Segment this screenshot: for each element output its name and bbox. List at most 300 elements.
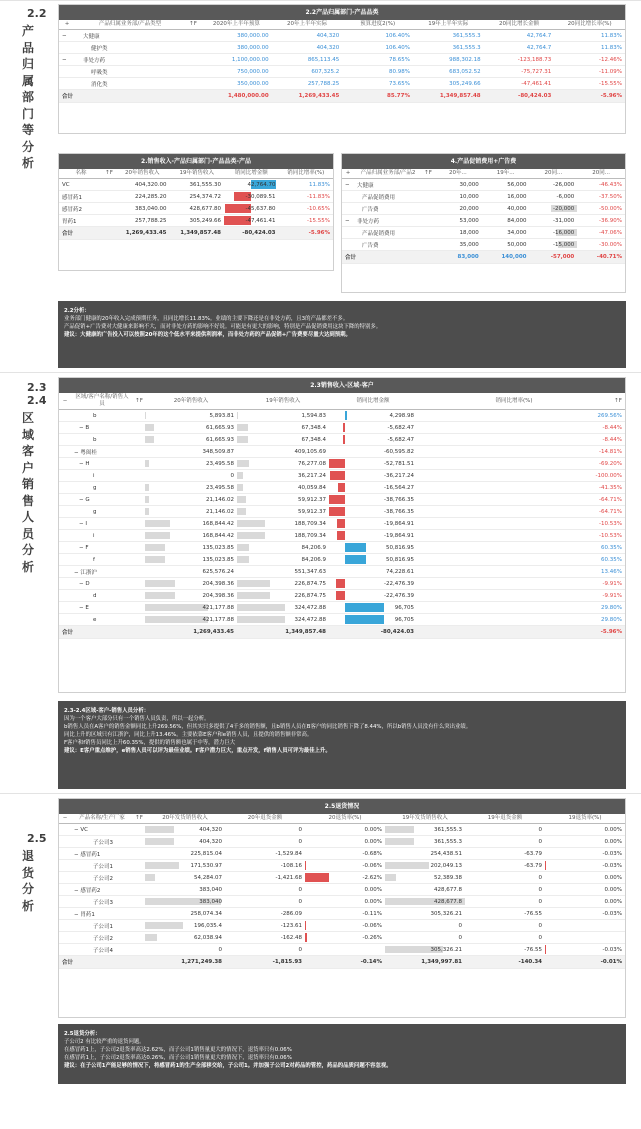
cell-value: 40,059.84 xyxy=(298,484,326,491)
positive-bar xyxy=(345,543,366,552)
value-bar xyxy=(145,616,208,623)
rate-cell: -9.91% xyxy=(417,578,625,590)
column-header: 19年退货金额 xyxy=(465,814,545,824)
total-label: 合计 xyxy=(59,227,115,240)
analysis-heading: 2.3-2.4区域-客户-销售人员分析： xyxy=(64,708,150,714)
cell-value: 428,677.8 xyxy=(434,898,462,905)
cell-value: 0.00% xyxy=(364,826,382,833)
cell-value: 188,709.34 xyxy=(294,532,326,539)
promo-ad-table xyxy=(342,169,625,264)
diff-value: -36,217.24 xyxy=(384,472,414,479)
sales-2019-cell xyxy=(237,614,329,626)
region-name[interactable]: − F xyxy=(71,542,145,554)
diff-value: 4,298.98 xyxy=(389,412,414,419)
cell-value: 168,844.42 xyxy=(202,532,234,539)
sort-toggle-icon[interactable]: + xyxy=(59,20,75,30)
sales-2020-cell xyxy=(145,518,237,530)
cell-value: 54,284.07 xyxy=(194,874,222,881)
value-bar xyxy=(145,934,157,941)
positive-bar xyxy=(345,603,385,612)
value-bar xyxy=(385,838,414,845)
total-cell: -80,424.03 xyxy=(329,626,417,639)
collapse-icon[interactable]: − xyxy=(59,54,75,66)
returns-table xyxy=(59,814,625,969)
sales-2020-cell xyxy=(145,422,237,434)
table-row xyxy=(59,920,625,932)
rate-cell: 11.83% xyxy=(279,179,334,191)
return-rate-2020-cell xyxy=(305,896,385,908)
diff-bar-cell xyxy=(329,446,417,458)
negative-bar xyxy=(329,507,345,516)
cell-value: 409,105.69 xyxy=(294,448,326,455)
product-name: 感冒药1 xyxy=(59,191,115,203)
table-row xyxy=(59,530,625,542)
sort-toggle-icon[interactable]: ↑F xyxy=(611,393,625,410)
diff-value: -6,000 xyxy=(556,193,575,200)
rate-cell: -8.44% xyxy=(417,422,625,434)
analysis-suggestion: 建议：E客户重点维护，e销售人员可以评为最佳业绩。F客户潜力巨大，重点开发，f销售人员可评为最佳上升。 xyxy=(64,748,331,754)
section-title: 产品归属部门等分析 xyxy=(21,24,34,170)
region-name: f xyxy=(71,554,145,566)
panel-title: 2.销售收入-产品归属部门-产品品类-产品 xyxy=(59,154,333,169)
section-number: 2.4 xyxy=(27,394,47,407)
region-customer-table-panel xyxy=(58,377,626,693)
value-bar xyxy=(237,544,249,551)
return-2020-cell: 0 xyxy=(225,944,305,956)
sort-toggle-icon[interactable]: ↑F xyxy=(185,20,201,30)
rate-cell: -50.00% xyxy=(577,203,625,215)
progress-cell: 80.98% xyxy=(342,66,413,78)
sales-2020-cell xyxy=(145,590,237,602)
table-row xyxy=(59,590,625,602)
rate-cell: -64.71% xyxy=(417,494,625,506)
return-2019-cell: 0 xyxy=(465,896,545,908)
tree-spacer xyxy=(59,494,71,506)
shipped-2020-cell xyxy=(145,896,225,908)
sort-toggle-icon[interactable]: − xyxy=(59,814,71,824)
diff-bar-cell xyxy=(329,458,417,470)
product-name: 子公司4 xyxy=(71,944,145,956)
panel-title: 2.2产品归属部门-产品品类 xyxy=(59,5,625,20)
analysis-line: 因为一个客户大部分只有一个销售人员负责，所以一起分析。 xyxy=(64,716,210,722)
sort-toggle-icon[interactable]: ↑F xyxy=(422,169,434,179)
progress-cell: 106.40% xyxy=(342,30,413,42)
sort-toggle-icon[interactable]: ↑F xyxy=(133,814,145,824)
cell-value: 421,177.88 xyxy=(202,616,234,623)
diff-value: -20,000 xyxy=(553,205,575,212)
return-2019-cell: -63.79 xyxy=(465,848,545,860)
table-row xyxy=(59,42,625,54)
total-cell: -80,424.03 xyxy=(224,227,279,240)
shipped-2019-cell xyxy=(385,836,465,848)
prev-actual-cell: 988,302.18 xyxy=(413,54,484,66)
return-2019-cell: -63.79 xyxy=(465,860,545,872)
negative-bar xyxy=(305,933,307,942)
analysis-line: 同比上升的区域只有江浙沪，同比上升13.46%。主要依靠E客户和e销售人员，且提供的销售额非常高。 xyxy=(64,732,313,738)
rate-cell: -37.50% xyxy=(577,191,625,203)
diff-bar-cell xyxy=(329,422,417,434)
rate-cell: -69.20% xyxy=(417,458,625,470)
sales-2019-cell xyxy=(237,410,329,422)
column-header: 产品归属业务部/产品2 xyxy=(354,169,422,179)
value-bar xyxy=(145,556,165,563)
growth-rate-cell: 11.83% xyxy=(554,30,625,42)
return-rate-2020-cell xyxy=(305,872,385,884)
tree-spacer xyxy=(342,203,354,215)
cell-value: 383,040 xyxy=(199,886,222,893)
tree-spacer xyxy=(59,884,71,896)
diff-value: -60,595.82 xyxy=(384,448,414,455)
diff-value: 42,764.70 xyxy=(247,181,276,188)
cell-value: -2.62% xyxy=(362,874,382,881)
tree-spacer xyxy=(59,42,75,54)
column-header: 20同比增长金额 xyxy=(484,20,555,30)
cell-value: 168,844.42 xyxy=(202,520,234,527)
cell-value: 61,665.93 xyxy=(206,436,234,443)
rate-cell: -100.00% xyxy=(417,470,625,482)
product-name[interactable]: − 胃药1 xyxy=(71,908,145,920)
return-2020-cell: 0 xyxy=(225,896,305,908)
table-row xyxy=(59,908,625,920)
shipped-2020-cell xyxy=(145,860,225,872)
column-header: 19年销售收入 xyxy=(237,393,329,410)
collapse-icon[interactable]: − xyxy=(59,30,75,42)
diff-value: -52,781.51 xyxy=(384,460,414,467)
shipped-2019-cell xyxy=(385,872,465,884)
region-name: d xyxy=(71,590,145,602)
diff-bar-cell xyxy=(329,530,417,542)
column-header: 销同比增金额 xyxy=(329,393,417,410)
value-bar xyxy=(145,544,165,551)
value-bar xyxy=(237,532,265,539)
diff-value: 50,816.95 xyxy=(386,556,414,563)
column-header: 20同比增长率(%) xyxy=(554,20,625,30)
total-cell: 1,480,000.00 xyxy=(201,90,272,103)
table-row xyxy=(59,446,625,458)
region-name[interactable]: − I xyxy=(71,518,145,530)
value-bar xyxy=(237,508,246,515)
sales-2019-cell xyxy=(237,434,329,446)
shipped-2019-cell xyxy=(385,860,465,872)
cell-value: 551,347.63 xyxy=(294,568,326,575)
return-2019-cell: 0 xyxy=(465,920,545,932)
category-name: 消化类 xyxy=(75,78,201,90)
table-row xyxy=(59,884,625,896)
promo-ad-table-panel xyxy=(341,153,626,293)
total-cell: -140.34 xyxy=(465,956,545,969)
cell-value: -0.06% xyxy=(362,862,382,869)
prev-actual-cell: 361,555.3 xyxy=(413,42,484,54)
actual-cell: 404,320 xyxy=(272,30,343,42)
column-header: 20年... xyxy=(434,169,482,179)
section-side-label xyxy=(0,826,56,914)
table-row xyxy=(59,203,333,215)
cell-value: 52,389.38 xyxy=(434,874,462,881)
total-row xyxy=(59,90,625,103)
value-bar xyxy=(237,580,270,587)
sales-2019-cell xyxy=(237,518,329,530)
return-2019-cell: 0 xyxy=(465,884,545,896)
return-2020-cell: -162.48 xyxy=(225,932,305,944)
table-row xyxy=(59,554,625,566)
product-sales-table xyxy=(59,169,333,240)
category-name: 非处方药 xyxy=(354,215,434,227)
cell-value: 404,320 xyxy=(199,826,222,833)
cell-value: 135,023.85 xyxy=(202,544,234,551)
rate-cell: 269.56% xyxy=(417,410,625,422)
sales-2020-cell xyxy=(145,614,237,626)
value-bar xyxy=(237,436,248,443)
rate-cell: -11.83% xyxy=(279,191,334,203)
cell-value: 0 xyxy=(458,922,462,929)
negative-bar xyxy=(336,591,345,600)
cell-value: -0.03% xyxy=(602,850,622,857)
rate-cell: -10.53% xyxy=(417,518,625,530)
budget-cell: 380,000.00 xyxy=(201,42,272,54)
table-row xyxy=(59,66,625,78)
total-cell: -5.96% xyxy=(554,90,625,103)
diff-value: 96,705 xyxy=(394,616,414,623)
section-number: 2.5 xyxy=(27,832,47,845)
table-row xyxy=(342,191,625,203)
rate-cell: -41.35% xyxy=(417,482,625,494)
table-row xyxy=(59,191,333,203)
diff-bar-cell xyxy=(329,506,417,518)
cell-value: 0.00% xyxy=(364,838,382,845)
rate-cell: -64.71% xyxy=(417,506,625,518)
cell-value: -0.26% xyxy=(362,934,382,941)
cost-diff-cell xyxy=(530,215,578,227)
category-name: 广告费 xyxy=(354,239,434,251)
region-name[interactable]: − B xyxy=(71,422,145,434)
cell-value: 5,893.81 xyxy=(209,412,234,419)
value-bar xyxy=(145,436,154,443)
cost-2020-cell: 18,000 xyxy=(434,227,482,239)
region-name[interactable]: − E xyxy=(71,602,145,614)
cell-value: 305,326.21 xyxy=(430,946,462,953)
cell-value: 324,472.88 xyxy=(294,604,326,611)
diff-bar-cell xyxy=(224,179,279,191)
shipped-2019-cell xyxy=(385,944,465,956)
product-name[interactable]: − VC xyxy=(71,824,145,836)
sales-2019-cell: 428,677.80 xyxy=(170,203,225,215)
diff-value: 50,816.95 xyxy=(386,544,414,551)
cell-value: 188,709.34 xyxy=(294,520,326,527)
return-rate-2020-cell xyxy=(305,944,385,956)
diff-value: -22,476.39 xyxy=(384,592,414,599)
cell-value: 305,326.21 xyxy=(430,910,462,917)
product-name: 子公司2 xyxy=(71,872,145,884)
product-name: 子公司2 xyxy=(71,932,145,944)
table-row xyxy=(59,836,625,848)
section-side-label xyxy=(0,373,56,575)
category-name: 大健康 xyxy=(354,179,434,191)
rate-cell: -10.65% xyxy=(279,203,334,215)
column-header: 销同比增率(%) xyxy=(417,393,611,410)
analysis-line: 产品促销+广告费对大健康来影响不大，而对非处方药的影响不好说。可能是有更大的影响，特别是产品促销费用这块下降的特别多。 xyxy=(64,324,382,330)
product-name[interactable]: − 感冒药2 xyxy=(71,884,145,896)
tree-spacer xyxy=(59,410,71,422)
region-name[interactable]: − G xyxy=(71,494,145,506)
growth-amount-cell: -75,727.31 xyxy=(484,66,555,78)
sort-toggle-icon[interactable]: + xyxy=(342,169,354,179)
cell-value: 0.00% xyxy=(604,874,622,881)
prev-actual-cell: 361,555.3 xyxy=(413,30,484,42)
total-label: 合计 xyxy=(59,90,201,103)
region-name: g xyxy=(71,482,145,494)
region-name[interactable]: − 江浙沪 xyxy=(71,566,145,578)
return-rate-2020-cell xyxy=(305,884,385,896)
return-rate-2019-cell xyxy=(545,860,625,872)
analysis-suggestion: 建议：大健康的广告投入可以按照20年的这个低水平来提供利润率，而非处方药的产品促销+广告费要尽量大达到预期。 xyxy=(64,332,351,338)
cost-2019-cell: 84,000 xyxy=(482,215,530,227)
growth-rate-cell: 11.83% xyxy=(554,42,625,54)
value-bar xyxy=(145,604,208,611)
growth-rate-cell: -12.46% xyxy=(554,54,625,66)
sales-2019-cell xyxy=(237,494,329,506)
returns-table-panel xyxy=(58,798,626,1018)
sales-2020-cell xyxy=(145,530,237,542)
table-row xyxy=(59,215,333,227)
positive-bar xyxy=(345,411,347,420)
sort-toggle-icon[interactable]: − xyxy=(59,393,71,410)
cell-value: 0.00% xyxy=(364,886,382,893)
total-cell: 1,269,433.45 xyxy=(115,227,170,240)
budget-cell: 1,100,000.00 xyxy=(201,54,272,66)
cell-value: 404,320 xyxy=(199,838,222,845)
column-header: 预算进度2(%) xyxy=(342,20,413,30)
product-sales-table-panel xyxy=(58,153,334,271)
actual-cell: 607,325.2 xyxy=(272,66,343,78)
table-row xyxy=(59,78,625,90)
cell-value: 0.00% xyxy=(604,826,622,833)
cell-value: 225,815.04 xyxy=(190,850,222,857)
cell-value: 62,038.94 xyxy=(194,934,222,941)
cost-diff-cell xyxy=(530,239,578,251)
total-cell: -80,424.03 xyxy=(484,90,555,103)
diff-bar-cell xyxy=(329,602,417,614)
value-bar xyxy=(145,532,170,539)
diff-bar-cell xyxy=(329,542,417,554)
value-bar xyxy=(145,496,149,503)
table-row xyxy=(59,482,625,494)
positive-bar xyxy=(345,615,385,624)
diff-bar-cell xyxy=(329,614,417,626)
tree-spacer xyxy=(342,191,354,203)
product-name[interactable]: − 感冒药1 xyxy=(71,848,145,860)
tree-spacer xyxy=(342,239,354,251)
sales-2020-cell xyxy=(145,446,237,458)
growth-amount-cell: 42,764.7 xyxy=(484,42,555,54)
sales-2019-cell xyxy=(237,530,329,542)
sales-2020-cell xyxy=(145,602,237,614)
tree-spacer xyxy=(59,860,71,872)
total-cell: -0.01% xyxy=(545,956,625,969)
collapse-icon[interactable]: − xyxy=(342,179,354,191)
cell-value: 625,576.24 xyxy=(202,568,234,575)
rate-cell: 13.46% xyxy=(417,566,625,578)
cell-value: 258,074.34 xyxy=(190,910,222,917)
rate-cell: -46.43% xyxy=(577,179,625,191)
cell-value: 76,277.08 xyxy=(298,460,326,467)
diff-value: -38,766.35 xyxy=(384,496,414,503)
value-bar xyxy=(237,484,243,491)
collapse-icon[interactable]: − xyxy=(342,215,354,227)
rate-cell: 60.35% xyxy=(417,554,625,566)
return-2020-cell: -123.61 xyxy=(225,920,305,932)
value-bar xyxy=(145,922,183,929)
column-header: 20年上半年实际 xyxy=(272,20,343,30)
diff-value: -45,637.80 xyxy=(245,205,276,212)
dept-category-table xyxy=(59,20,625,103)
sales-2020-cell: 224,285.20 xyxy=(115,191,170,203)
column-header: 20年发货销售收入 xyxy=(145,814,225,824)
negative-bar xyxy=(343,435,345,444)
column-header: 20年销售收入 xyxy=(145,393,237,410)
value-bar xyxy=(237,616,285,623)
cost-diff-cell xyxy=(530,191,578,203)
sales-2019-cell: 305,249.66 xyxy=(170,215,225,227)
diff-value: -30,089.51 xyxy=(245,193,276,200)
return-rate-2019-cell xyxy=(545,896,625,908)
cell-value: 361,555.3 xyxy=(434,826,462,833)
tree-spacer xyxy=(59,554,71,566)
sales-2019-cell xyxy=(237,566,329,578)
sales-2019-cell xyxy=(237,602,329,614)
cell-value: 67,348.4 xyxy=(301,436,326,443)
diff-value: -31,000 xyxy=(553,217,575,224)
table-row xyxy=(342,239,625,251)
region-name: b xyxy=(71,410,145,422)
analysis-line: 在感冒药1上，子公司2退货率高达0.26%，而子公司1销售量更大的情况下，退货率只有0.06% xyxy=(64,1055,292,1061)
sort-toggle-icon[interactable]: ↑F xyxy=(133,393,145,410)
return-rate-2020-cell xyxy=(305,860,385,872)
return-rate-2019-cell xyxy=(545,932,625,944)
shipped-2020-cell xyxy=(145,836,225,848)
sales-2020-cell xyxy=(145,458,237,470)
tree-spacer xyxy=(59,530,71,542)
return-rate-2020-cell xyxy=(305,824,385,836)
cell-value: 421,177.88 xyxy=(202,604,234,611)
region-name[interactable]: − 粤闽桂 xyxy=(71,446,145,458)
category-name: 非处方药 xyxy=(75,54,201,66)
tree-spacer xyxy=(59,578,71,590)
sort-toggle-icon[interactable]: ↑F xyxy=(103,169,115,179)
rate-cell: 29.80% xyxy=(417,602,625,614)
cost-2020-cell: 30,000 xyxy=(434,179,482,191)
section-2-5 xyxy=(0,793,641,1093)
diff-value: -19,864.91 xyxy=(384,532,414,539)
tree-spacer xyxy=(59,932,71,944)
progress-cell: 106.40% xyxy=(342,42,413,54)
cell-value: 196,035.4 xyxy=(194,922,222,929)
tree-spacer xyxy=(59,506,71,518)
cell-value: 67,348.4 xyxy=(301,424,326,431)
cell-value: -0.11% xyxy=(362,910,382,917)
cell-value: 0 xyxy=(458,934,462,941)
analysis-line: 业务部门健康的20年收入完成预期任务，且同比增长11.83%。业绩的主要下降还是在非处方药，且3的产品都差不多。 xyxy=(64,316,349,322)
sales-2020-cell xyxy=(145,482,237,494)
region-name[interactable]: − H xyxy=(71,458,145,470)
region-name[interactable]: − D xyxy=(71,578,145,590)
sales-2020-cell xyxy=(145,410,237,422)
total-cell: 140,000 xyxy=(482,251,530,264)
shipped-2019-cell xyxy=(385,908,465,920)
table-row xyxy=(59,434,625,446)
actual-cell: 865,113.45 xyxy=(272,54,343,66)
analysis-2-3-2-4 xyxy=(58,701,626,789)
cell-value: -0.03% xyxy=(602,946,622,953)
